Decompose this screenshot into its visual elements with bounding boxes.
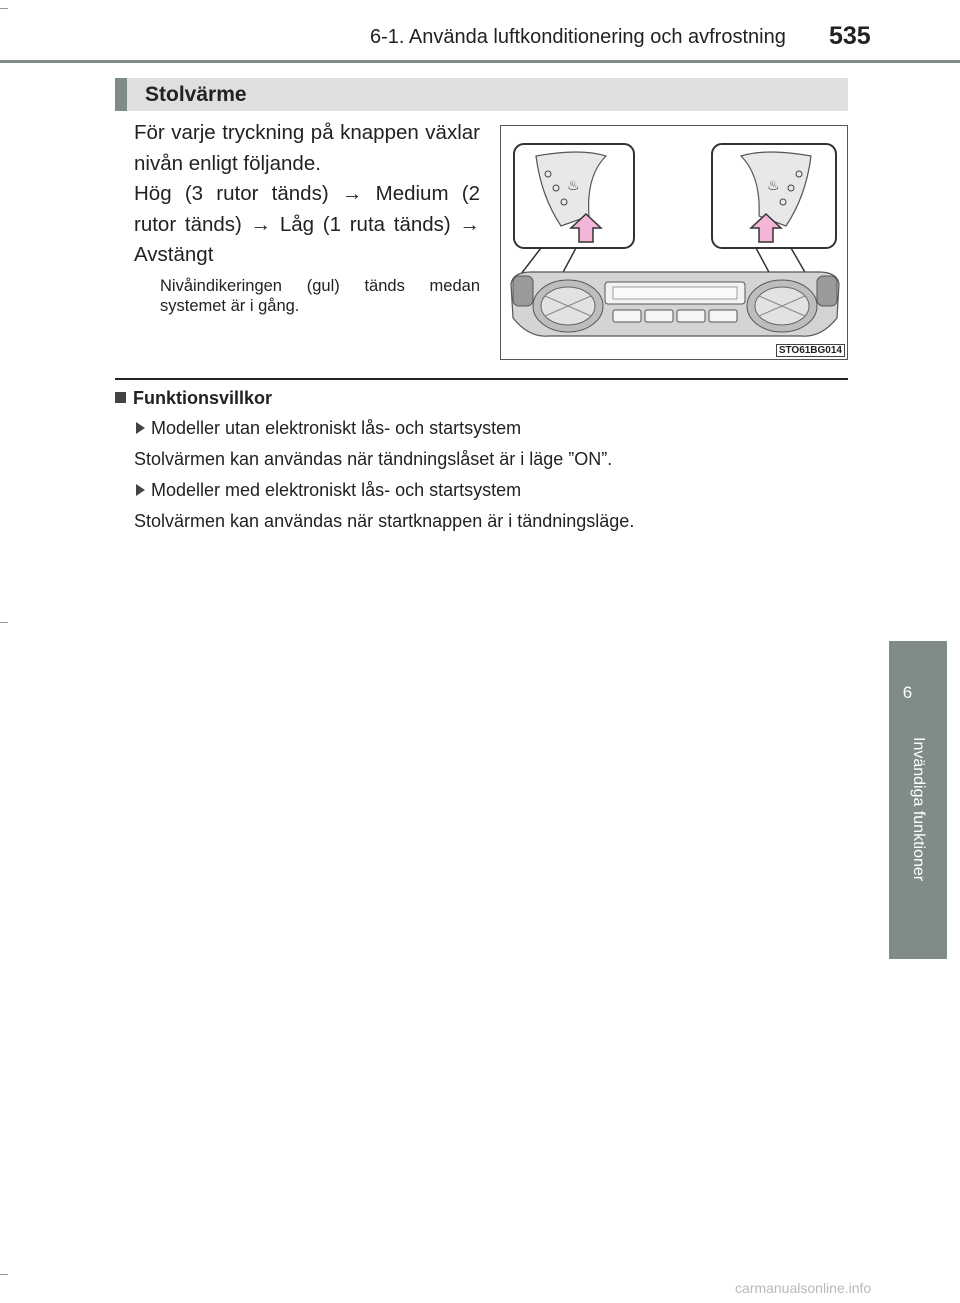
crop-mark — [0, 1274, 8, 1275]
note-text: Nivåindikeringen (gul) tänds medan systemet är i gång. — [160, 277, 480, 315]
conditions-heading-text: Funktionsvillkor — [133, 388, 273, 408]
chapter-label-text: Invändiga funktioner — [910, 737, 927, 882]
seat-heater-figure — [500, 125, 848, 360]
condition-text: Stolvärmen kan användas när tändningslåset är i läge ”ON”. — [134, 449, 613, 469]
svg-text:♨: ♨ — [767, 178, 780, 194]
chapter-label — [907, 737, 927, 937]
paragraph: Hög (3 rutor tänds) → Medium (2 rutor tänds) → Låg (1 ruta tänds) → Avstängt — [134, 182, 480, 266]
model-label: Modeller utan elektroniskt lås- och startsystem — [151, 418, 522, 438]
condition-text: Stolvärmen kan användas när startknappen är i tändningsläge. — [134, 511, 635, 531]
section-header — [115, 78, 848, 111]
section-divider — [115, 378, 848, 380]
crop-mark — [0, 622, 8, 623]
list-item — [136, 480, 521, 501]
figure-code: STO61BG014 — [776, 344, 845, 357]
triangle-bullet-icon — [136, 422, 145, 434]
header-title: 6-1. Använda luftkonditionering och avfrostning — [370, 26, 786, 48]
model-label: Modeller med elektroniskt lås- och startsystem — [151, 480, 522, 500]
square-bullet-icon — [115, 392, 126, 403]
crop-mark — [0, 8, 8, 9]
list-item — [136, 418, 521, 439]
svg-text:♨: ♨ — [567, 178, 580, 194]
section-title: Stolvärme — [145, 83, 247, 106]
page-number: 535 — [829, 22, 871, 50]
paragraph: För varje tryckning på knappen växlar nivån enligt följande. — [134, 121, 480, 175]
watermark: carmanualsonline.info — [735, 1280, 872, 1296]
conditions-heading — [115, 388, 272, 409]
instruction-text — [134, 118, 480, 271]
triangle-bullet-icon — [136, 484, 145, 496]
header-rule — [0, 60, 960, 63]
seat-heater-illustration — [501, 126, 849, 361]
chapter-number: 6 — [902, 683, 913, 702]
